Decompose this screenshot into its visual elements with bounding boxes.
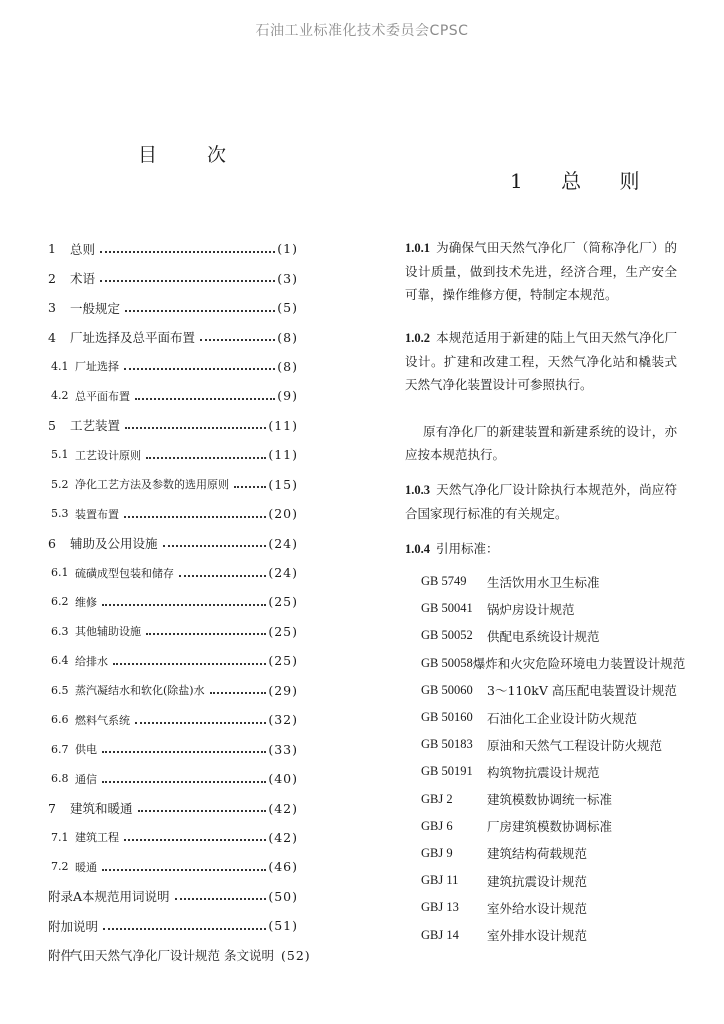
standard-item: [421, 894, 681, 921]
toc-entry: [48, 617, 298, 646]
toc-entry-page: (33): [268, 741, 298, 757]
clause-number: 1.0.3: [405, 483, 430, 497]
toc-entry-number: 6.8: [51, 772, 69, 786]
standard-item: [421, 677, 681, 704]
toc-entry: [48, 381, 298, 410]
clause-text: 本规范适用于新建的陆上气田天然气净化厂设计。扩建和改建工程，天然气净化站和橇装式天然气净化装置设计可参照执行。: [405, 330, 677, 392]
clause-1-0-3: [405, 478, 677, 525]
toc-entry-number: 附录A: [48, 889, 83, 905]
toc-entry-title: 供电: [75, 743, 97, 757]
standard-item: [421, 731, 681, 758]
standard-code: GB 50191: [421, 764, 473, 779]
standard-code: GBJ 9: [421, 845, 453, 860]
toc-entry: [48, 322, 298, 351]
toc-leader-dots: [138, 798, 267, 812]
standard-item: [421, 704, 681, 731]
toc-leader-dots: [102, 769, 266, 783]
toc-entry-number: 6.6: [51, 713, 69, 727]
clause-number: 1.0.1: [405, 241, 430, 255]
toc-entry-page: (24): [268, 535, 298, 551]
toc-entry-number: 5.2: [51, 477, 69, 491]
toc-entry: [48, 234, 298, 263]
toc-entry-title: 维修: [75, 595, 97, 609]
toc-entry-page: (1): [277, 241, 298, 257]
toc-entry-title: 净化工艺方法及参数的选用原则: [75, 478, 229, 492]
toc-entry: [48, 705, 298, 734]
toc-leader-dots: [163, 533, 267, 547]
toc-entry: [48, 499, 298, 528]
toc-entry-page: (42): [268, 829, 298, 845]
toc-entry-title: 工艺装置: [70, 418, 121, 434]
toc-leader-dots: [100, 239, 275, 253]
toc-entry-number: 1: [48, 241, 56, 257]
toc-entry: [48, 852, 298, 881]
toc-entry-page: (51): [268, 918, 298, 934]
toc-leader-dots: [102, 739, 266, 753]
toc-entry-title: 建筑工程: [75, 831, 119, 845]
toc-leader-dots: [102, 592, 266, 606]
toc-entry: [48, 528, 298, 557]
toc-leader-dots: [234, 474, 266, 488]
toc-entry: [48, 646, 298, 675]
toc-entry-page: (8): [277, 358, 298, 374]
toc-entry-number: 附加说明: [48, 918, 99, 934]
standard-item: [421, 650, 686, 677]
toc-entry: [48, 793, 298, 822]
standard-item: [421, 595, 681, 622]
standard-code: GBJ 11: [421, 873, 459, 888]
toc-entry-page: (24): [268, 565, 298, 581]
clause-text: 引用标准：: [436, 541, 499, 556]
toc-leader-dots: [135, 386, 275, 400]
toc-entry-page: (20): [268, 506, 298, 522]
toc-entry-title: 通信: [75, 772, 97, 786]
toc-entry-title: 辅助及公用设施: [70, 536, 158, 552]
standard-code: GB 50052: [421, 628, 473, 643]
toc-entry-page: (32): [268, 712, 298, 728]
standard-name: 建筑抗震设计规范: [487, 873, 588, 889]
standard-code: GB 50160: [421, 710, 473, 725]
standard-item: [421, 840, 681, 867]
toc-entry-page: (50): [268, 888, 298, 904]
toc-entry-number: 6.2: [51, 595, 69, 609]
toc-leader-dots: [124, 356, 275, 370]
toc-entry-page: (11): [268, 417, 298, 433]
standard-code: GB 5749: [421, 574, 467, 589]
toc-entry-page: (46): [268, 859, 298, 875]
toc-entry-number: 6.3: [51, 624, 69, 638]
standard-name: 建筑结构荷载规范: [487, 846, 588, 862]
standard-item: [421, 622, 681, 649]
toc-entry: [48, 882, 298, 911]
toc-entry: [48, 911, 298, 940]
toc-entry: [48, 587, 298, 616]
toc-entry-title: 建筑和暖通: [70, 801, 133, 817]
toc-entry: [48, 440, 298, 469]
standard-item: [421, 813, 681, 840]
toc-entry: [48, 676, 298, 705]
toc-entry: [48, 823, 298, 852]
toc-leader-dots: [146, 621, 266, 635]
clause-text: 为确保气田天然气净化厂（简称净化厂）的设计质量，做到技术先进，经济合理，生产安全可靠，操作维修方便，特制定本规范。: [405, 240, 677, 302]
standard-item: [421, 867, 681, 894]
toc-entry-number: 4.1: [51, 359, 69, 373]
toc-leader-dots: [125, 415, 266, 429]
standard-item: [421, 568, 681, 595]
clause-text: 天然气净化厂设计除执行本规范外，尚应符合国家现行标准的有关规定。: [405, 482, 677, 521]
toc-entry-number: 4.2: [51, 389, 69, 403]
toc-entry-page: (29): [268, 682, 298, 698]
toc-entry-page: (5): [277, 300, 298, 316]
toc-entry-title: 厂址选择: [75, 360, 119, 374]
toc-entry: [48, 293, 298, 322]
standard-code: GBJ 13: [421, 900, 459, 915]
toc-entry-page: (42): [268, 800, 298, 816]
toc-entry-title: 燃料气系统: [75, 713, 130, 727]
toc-leader-dots: [102, 857, 266, 871]
toc-entry-number: 5.3: [51, 507, 69, 521]
toc-entry-title: 总平面布置: [75, 389, 130, 403]
standard-code: GBJ 2: [421, 791, 453, 806]
toc-entry-number: 7.2: [51, 860, 69, 874]
toc-entry-page: (52): [280, 947, 311, 963]
toc-leader-dots: [124, 827, 266, 841]
standard-name: 室外排水设计规范: [487, 928, 588, 944]
toc-entry-title: 装置布置: [75, 507, 119, 521]
toc-leader-dots: [125, 298, 275, 312]
toc-leader-dots: [100, 268, 275, 282]
toc-entry-number: 6.1: [51, 566, 69, 580]
toc-entry-number: 5: [48, 417, 56, 433]
standard-item: [421, 786, 681, 813]
clause-1-0-1: [405, 236, 677, 306]
table-of-contents: [48, 234, 311, 970]
toc-leader-dots: [179, 563, 266, 577]
standard-item: [421, 758, 681, 785]
toc-entry-page: (3): [277, 270, 298, 286]
clause-1-0-2: [405, 326, 677, 396]
toc-entry: [48, 734, 298, 763]
standard-code: GB 50183: [421, 737, 473, 752]
toc-leader-dots: [135, 710, 266, 724]
toc-entry-number: 6.5: [51, 683, 69, 697]
toc-entry-title: 其他辅助设施: [75, 625, 141, 639]
standard-code: GB 50058: [421, 655, 473, 670]
standard-name: 石油化工企业设计防火规范: [487, 710, 638, 726]
standard-code: GB 50060: [421, 682, 473, 697]
toc-entry-number: 6: [48, 535, 56, 551]
toc-entry-title: 蒸汽凝结水和软化(除盐)水: [75, 684, 205, 698]
toc-entry-page: (11): [268, 447, 298, 463]
toc-entry-page: (25): [268, 623, 298, 639]
toc-leader-dots: [210, 680, 267, 694]
toc-entry: [48, 941, 311, 970]
toc-leader-dots: [200, 327, 275, 341]
toc-entry-page: (15): [268, 476, 298, 492]
toc-entry-number: 7: [48, 800, 56, 816]
standard-code: GBJ 14: [421, 927, 459, 942]
toc-entry-page: (25): [268, 653, 298, 669]
toc-entry-title: 给排水: [75, 654, 108, 668]
toc-leader-dots: [124, 504, 266, 518]
standard-name: 锅炉房设计规范: [487, 601, 575, 617]
toc-entry-title: 一般规定: [70, 300, 121, 316]
clause-1-0-2-continued: [405, 420, 677, 466]
standard-name: 供配电系统设计规范: [487, 628, 600, 644]
page-header: 石油工业标准化技术委员会CPSC: [255, 23, 469, 39]
chapter-title: 1 总 则: [510, 169, 656, 193]
clause-1-0-4: [405, 537, 677, 561]
toc-entry-page: (8): [277, 329, 298, 345]
standard-code: GBJ 6: [421, 818, 453, 833]
clause-number: 1.0.2: [405, 331, 430, 345]
toc-entry-title: 厂址选择及总平面布置: [70, 330, 196, 346]
standard-name: 3～110kV 高压配电装置设计规范: [487, 683, 677, 699]
toc-leader-dots: [113, 651, 266, 665]
standard-name: 室外给水设计规范: [487, 900, 588, 916]
toc-entry-page: (40): [268, 771, 298, 787]
toc-entry: [48, 263, 298, 292]
toc-entry-title: 工艺设计原则: [75, 448, 141, 462]
standard-name: 生活饮用水卫生标准: [487, 574, 600, 590]
toc-entry-number: 4: [48, 329, 56, 345]
toc-entry-number: 2: [48, 270, 56, 286]
toc-entry-title: 硫磺成型包装和储存: [75, 566, 174, 580]
standard-name: 构筑物抗震设计规范: [487, 764, 600, 780]
toc-entry-title: 本规范用词说明: [82, 889, 170, 905]
toc-entry: [48, 764, 298, 793]
clause-text: 原有净化厂的新建装置和新建系统的设计，亦应按本规范执行。: [405, 424, 677, 462]
standard-name: 厂房建筑模数协调标准: [487, 819, 613, 835]
toc-leader-dots: [175, 886, 267, 900]
toc-entry: [48, 470, 298, 499]
toc-entry-number: 5.1: [51, 448, 69, 462]
toc-entry: [48, 558, 298, 587]
toc-leader-dots: [146, 445, 266, 459]
referenced-standards-list: [421, 568, 686, 949]
toc-entry-number: 6.7: [51, 742, 69, 756]
toc-entry-number: 附件: [48, 948, 74, 964]
toc-entry-title: 术语: [70, 271, 96, 287]
standard-name: 建筑模数协调统一标准: [487, 792, 613, 808]
toc-entry-title: 气田天然气净化厂设计规范 条文说明: [70, 948, 274, 964]
toc-entry-title: 暖通: [75, 860, 97, 874]
standard-code: GB 50041: [421, 601, 473, 616]
toc-entry-number: 7.1: [51, 830, 69, 844]
standard-name: 原油和天然气工程设计防火规范: [487, 737, 663, 753]
toc-title: 目 次: [138, 144, 249, 166]
toc-leader-dots: [103, 916, 266, 930]
toc-entry-number: 6.4: [51, 654, 69, 668]
toc-entry-title: 总则: [70, 241, 96, 257]
standard-item: [421, 921, 681, 948]
clause-number: 1.0.4: [405, 542, 430, 556]
toc-entry-page: (9): [277, 388, 298, 404]
toc-entry-page: (25): [268, 594, 298, 610]
standard-name: 爆炸和火灾危险环境电力装置设计规范: [472, 656, 686, 672]
toc-entry-number: 3: [48, 300, 56, 316]
toc-entry: [48, 411, 298, 440]
toc-entry: [48, 352, 298, 381]
